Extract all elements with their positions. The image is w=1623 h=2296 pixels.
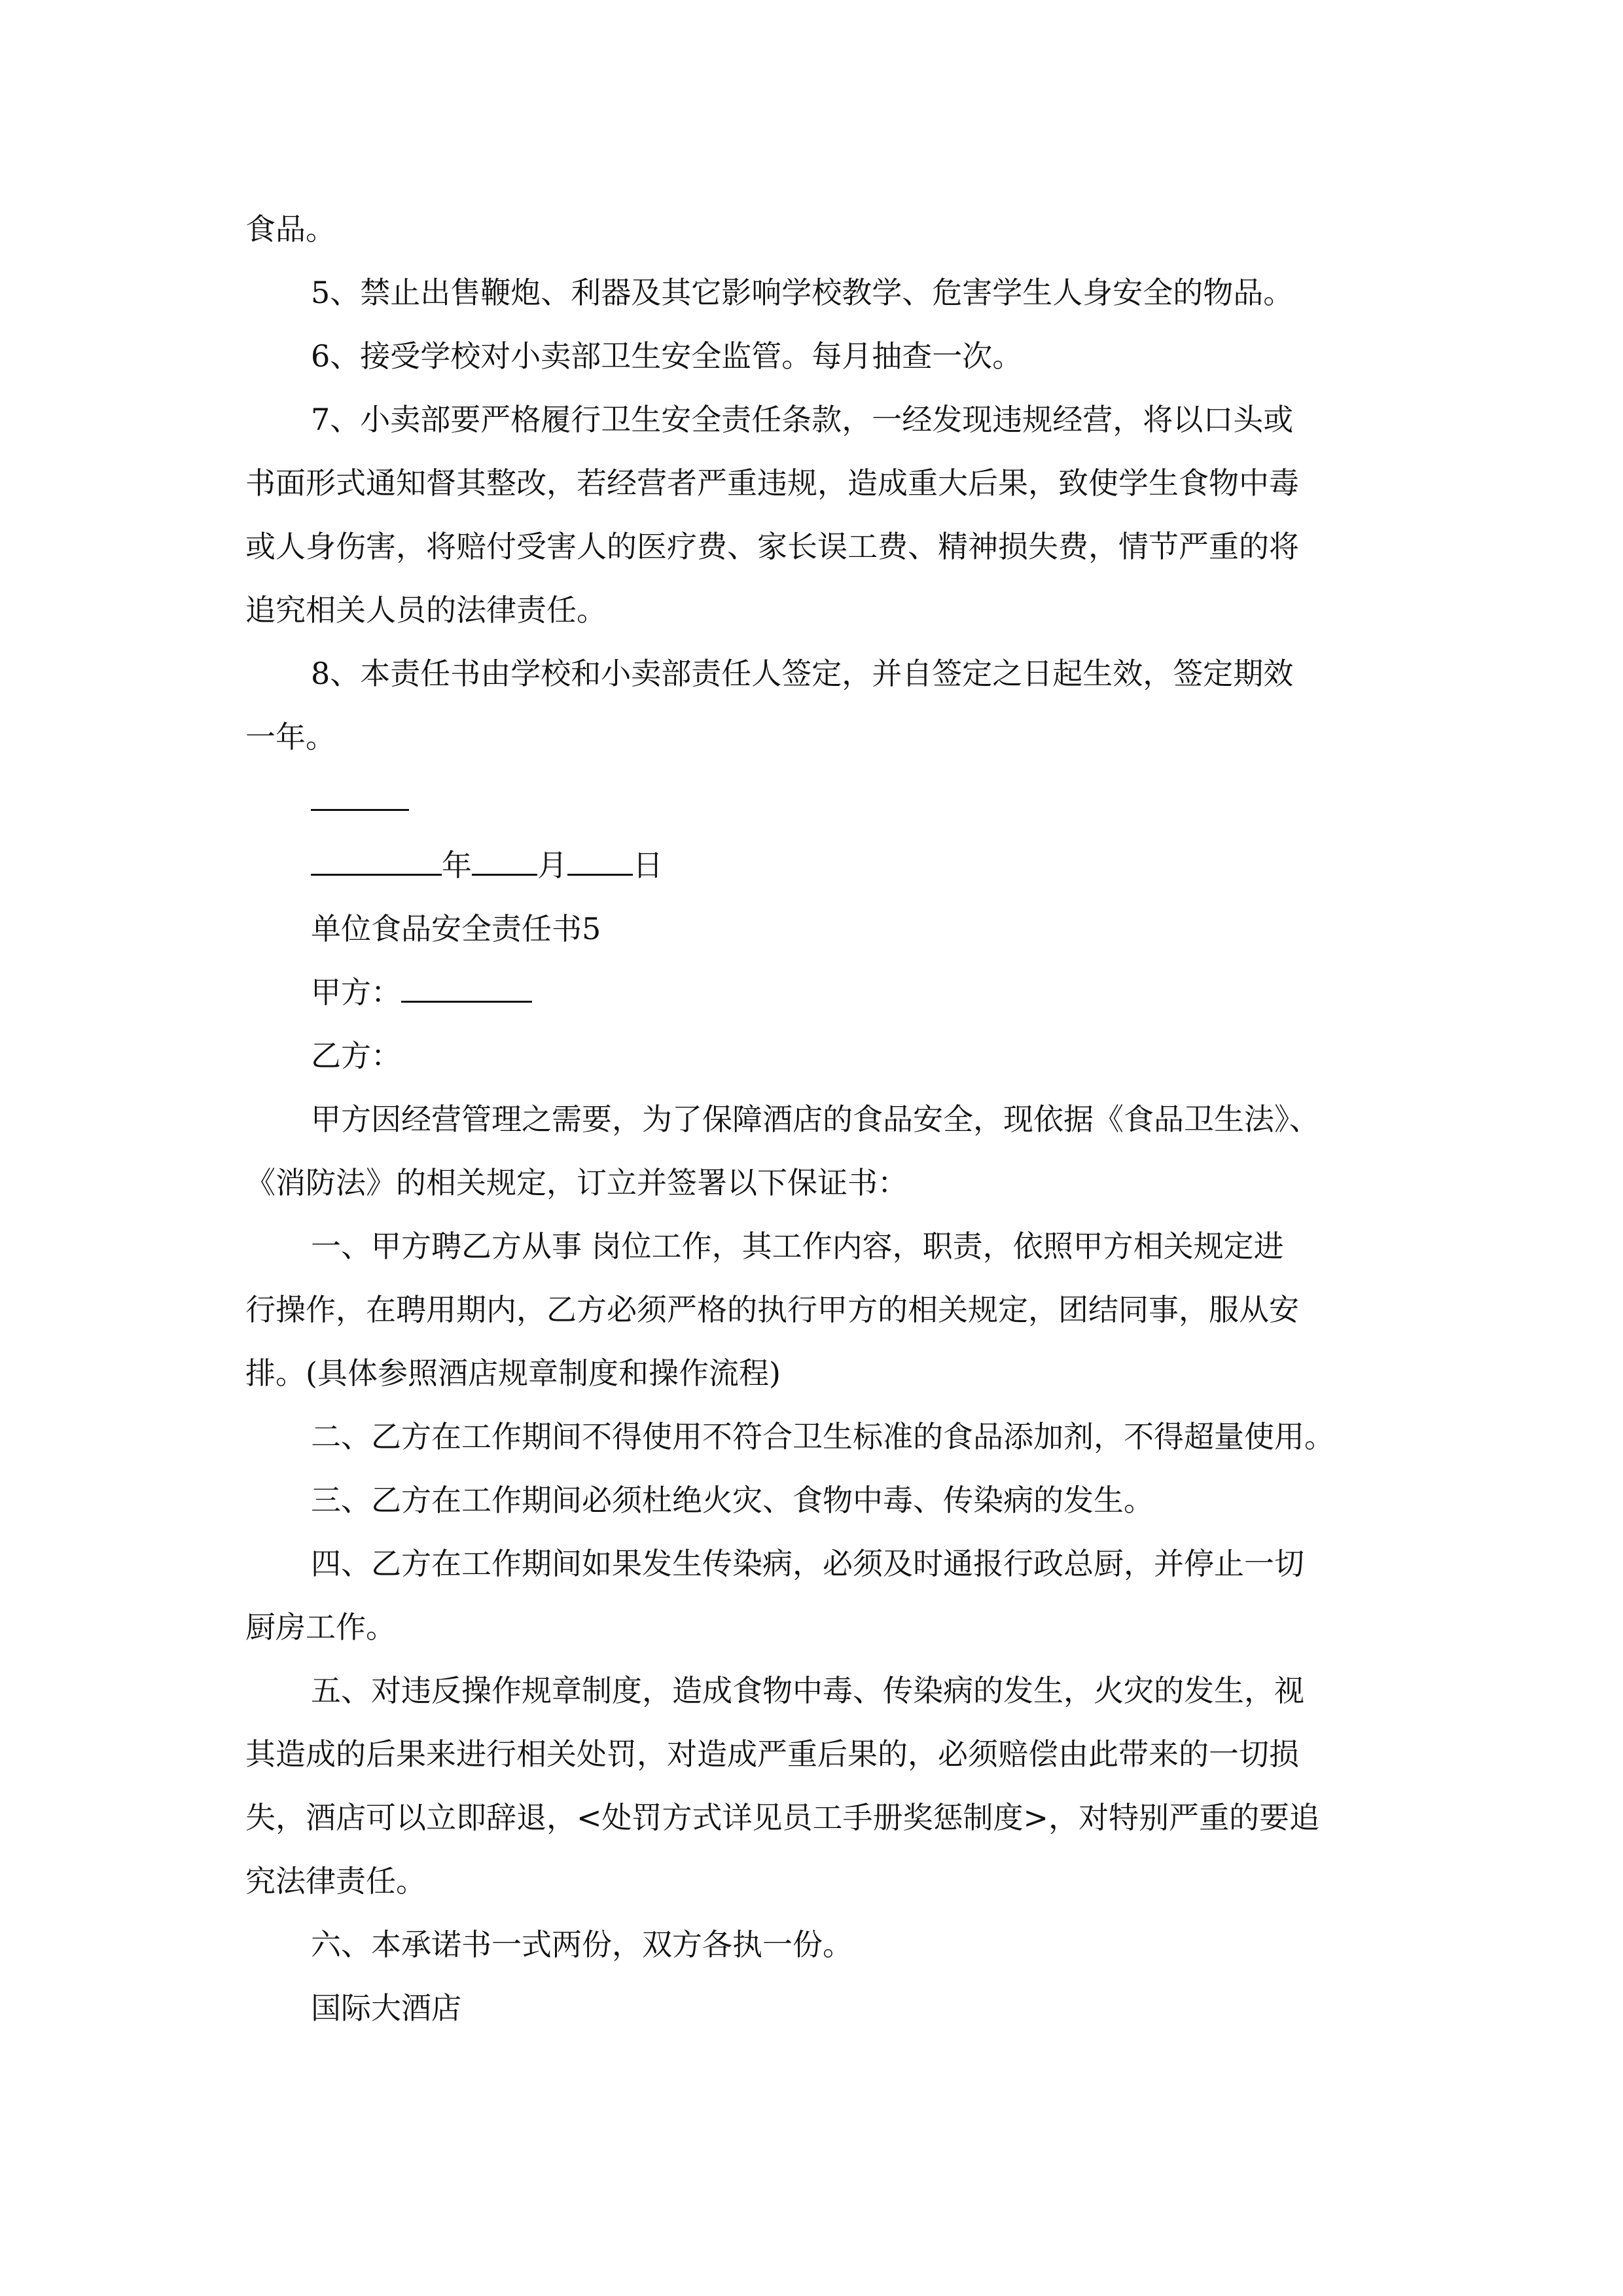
paragraph-line: 厨房工作。 [245, 1609, 396, 1645]
signature-company: 国际大酒店 [311, 1990, 461, 2026]
paragraph-line: 甲方因经营管理之需要，为了保障酒店的食品安全，现依据《食品卫生法》、 [311, 1102, 1319, 1137]
paragraph-line: 行操作，在聘用期内，乙方必须严格的执行甲方的相关规定，团结同事，服从安 [245, 1292, 1299, 1327]
paragraph-line: 食品。 [245, 211, 336, 247]
paragraph-line: 三、乙方在工作期间必须杜绝火灾、食物中毒、传染病的发生。 [311, 1482, 1154, 1518]
signature-blank-line [311, 780, 409, 821]
paragraph-line: 二、乙方在工作期间不得使用不符合卫生标准的食品添加剂，不得超量使用。 [311, 1419, 1334, 1454]
day-label: 日 [633, 848, 663, 883]
party-b-label: 乙方： [311, 1038, 401, 1073]
paragraph-line: 追究相关人员的法律责任。 [245, 592, 607, 628]
paragraph-line: 究法律责任。 [245, 1863, 426, 1899]
paragraph-line: 失，酒店可以立即辞退，<处罚方式详见员工手册奖惩制度>，对特别严重的要追 [245, 1800, 1320, 1835]
paragraph-line: 8、本责任书由学校和小卖部责任人签定，并自签定之日起生效，签定期效 [311, 656, 1294, 691]
paragraph-line: 五、对违反操作规章制度，造成食物中毒、传染病的发生，火灾的发生，视 [311, 1673, 1304, 1708]
month-label: 月 [537, 848, 567, 883]
paragraph-line: 7、小卖部要严格履行卫生安全责任条款，一经发现违规经营，将以口头或 [311, 402, 1294, 437]
paragraph-line: 六、本承诺书一式两份，双方各执一份。 [311, 1927, 853, 1962]
paragraph-line: 或人身伤害，将赔付受害人的医疗费、家长误工费、精神损失费，情节严重的将 [245, 529, 1299, 564]
paragraph-line: 一年。 [245, 719, 336, 755]
paragraph-line: 6、接受学校对小卖部卫生安全监管。每月抽查一次。 [311, 338, 1023, 374]
paragraph-line: 书面形式通知督其整改，若经营者严重违规，造成重大后果，致使学生食物中毒 [245, 465, 1299, 501]
paragraph-line: 四、乙方在工作期间如果发生传染病，必须及时通报行政总厨，并停止一切 [311, 1546, 1304, 1581]
document-title: 单位食品安全责任书5 [311, 911, 601, 946]
date-line [311, 844, 663, 886]
paragraph-line: 其造成的后果来进行相关处罚，对造成严重后果的，必须赔偿由此带来的一切损 [245, 1736, 1299, 1772]
paragraph-line: 5、禁止出售鞭炮、利器及其它影响学校教学、危害学生人身安全的物品。 [311, 275, 1294, 310]
year-label: 年 [442, 848, 472, 883]
paragraph-line: 一、甲方聘乙方从事 岗位工作，其工作内容，职责，依照甲方相关规定进 [311, 1229, 1284, 1264]
party-a-label: 甲方： [311, 975, 401, 1010]
party-a-line [311, 971, 532, 1013]
paragraph-line: 排。(具体参照酒店规章制度和操作流程) [245, 1355, 781, 1391]
paragraph-line: 《消防法》的相关规定，订立并签署以下保证书： [245, 1165, 908, 1200]
